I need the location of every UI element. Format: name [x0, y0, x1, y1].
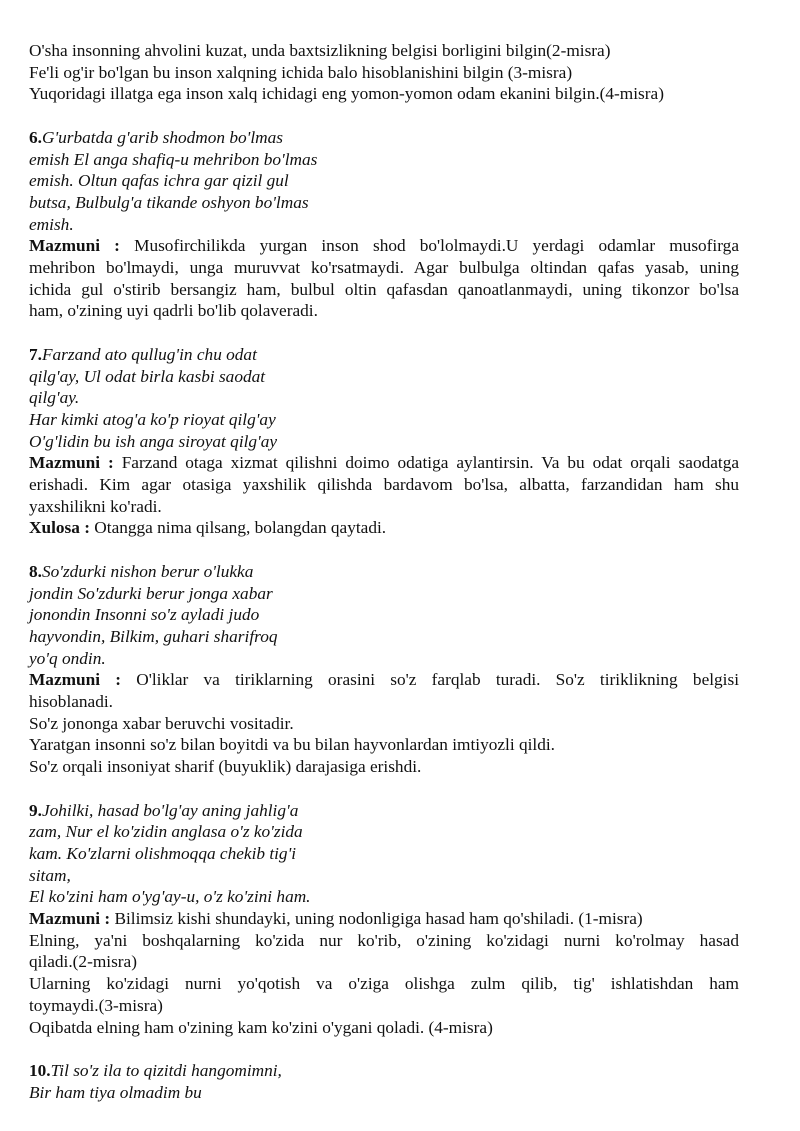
meaning-line [29, 669, 739, 691]
verse-line: jonondin Insonni so'z ayladi judo [29, 605, 260, 625]
meaning-line: qiladi.(2-misra) [29, 952, 137, 972]
conclusion-text: Otangga nima qilsang, bolangdan qaytadi. [89, 518, 387, 538]
verse-line [29, 127, 739, 149]
meaning-line: Ularning ko'zidagi nurni yo'qotish va o'ziga olishga zulm qilib, tig' ishlatishdan ham [29, 974, 739, 994]
section-number: 6. [29, 127, 42, 147]
meaning-line [29, 235, 739, 257]
verse-text: G'urbatda g'arib shodmon bo'lmas [41, 127, 284, 147]
verse-line: kam. Ko'zlarni olishmoqqa chekib tig'i [29, 843, 297, 863]
verse-line [29, 1060, 739, 1082]
verse-line: butsa, Bulbulg'a tikande oshyon bo'lmas [29, 192, 309, 212]
verse-line: emish. Oltun qafas ichra gar qizil gul [29, 171, 289, 191]
meaning-line: Yaratgan insonni so'z bilan boyitdi va bu bilan hayvonlardan imtiyozli qildi. [29, 735, 555, 755]
verse-line: hayvondin, Bilkim, guhari sharifroq [29, 626, 278, 646]
meaning-text: Bilimsiz kishi shundayki, uning nodonligiga hasad ham qo'shiladi. (1-misra) [110, 909, 643, 929]
meaning-line: erishadi. Kim agar otasiga yaxshilik qilishda bardavom bo'lsa, albatta, farzandidan ham shu [29, 475, 739, 495]
intro-line: Fe'li og'ir bo'lgan bu inson xalqning ichida balo hisoblanishini bilgin (3-misra) [29, 62, 573, 82]
intro-line: Yuqoridagi illatga ega inson xalq ichidagi eng yomon-yomon odam ekanini bilgin.(4-misra) [29, 84, 664, 104]
verse-line: Har kimki atog'a ko'p rioyat qilg'ay [29, 409, 276, 429]
verse-line: El ko'zini ham o'yg'ay-u, o'z ko'zini ham. [29, 887, 311, 907]
meaning-label: Mazmuni : [29, 909, 111, 929]
meaning-text: Musofirchilikda yurgan inson shod bo'lolmaydi.U yerdagi odamlar musofirga [119, 236, 739, 256]
section-number: 7. [29, 344, 42, 364]
meaning-line [29, 908, 739, 930]
meaning-label: Mazmuni : [29, 453, 114, 473]
meaning-line: ichida gul o'stirib bersangiz ham, bulbul oltin qafasdan qanoatlanmaydi, uning tikonzor bo'lsa [29, 279, 739, 299]
verse-line: zam, Nur el ko'zidin anglasa o'z ko'zida [29, 822, 303, 842]
meaning-line: ham, o'zining uyi qadrli bo'lib qolaveradi. [29, 301, 318, 321]
section-number: 9. [29, 800, 42, 820]
meaning-line: So'z orqali insoniyat sharif (buyuklik) darajasiga erishdi. [29, 757, 422, 777]
meaning-label: Mazmuni : [29, 670, 122, 690]
verse-line [29, 800, 739, 822]
meaning-line: hisoblanadi. [29, 692, 113, 712]
verse-line: sitam, [29, 865, 71, 885]
intro-line: O'sha insonning ahvolini kuzat, unda baxtsizlikning belgisi borligini bilgin(2-misra) [29, 41, 611, 60]
verse-line [29, 344, 739, 366]
meaning-label: Mazmuni : [29, 236, 120, 256]
section-number: 10. [29, 1060, 51, 1080]
meaning-line: Elning, ya'ni boshqalarning ko'zida nur ko'rib, o'zining ko'zidagi nurni ko'rolmay hasad [29, 930, 739, 950]
verse-line: emish El anga shafiq-u mehribon bo'lmas [29, 149, 318, 169]
meaning-text: O'liklar va tiriklarning orasini so'z farqlab turadi. So'z tiriklikning belgisi [121, 670, 740, 690]
verse-line: yo'q ondin. [29, 648, 106, 668]
verse-line: O'g'lidin bu ish anga siroyat qilg'ay [29, 431, 278, 451]
meaning-text: Farzand otaga xizmat qilishni doimo odatiga aylantirsin. Va bu odat orqali saodatga [113, 453, 740, 473]
section-gap [29, 539, 739, 561]
verse-text: Johilki, hasad bo'lg'ay aning jahlig'a [41, 800, 299, 820]
meaning-line: mehribon bo'lmaydi, unga muruvvat ko'rsatmaydi. Agar bulbulga oltindan qafas yasab, uning [29, 258, 739, 278]
verse-line: qilg'ay, Ul odat birla kasbi saodat [29, 366, 266, 386]
section-gap [29, 322, 739, 344]
verse-text: So'zdurki nishon berur o'lukka [41, 561, 254, 581]
conclusion-line [29, 517, 739, 539]
section-gap [29, 778, 739, 800]
section-gap [29, 1038, 739, 1060]
meaning-line: So'z jononga xabar beruvchi vositadir. [29, 713, 294, 733]
verse-line: emish. [29, 214, 74, 234]
meaning-line: yaxshilikni ko'radi. [29, 496, 162, 516]
meaning-line [29, 452, 739, 474]
verse-text: Farzand ato qullug'in chu odat [41, 344, 257, 364]
section-gap [29, 105, 739, 127]
section-number: 8. [29, 561, 42, 581]
meaning-line: toymaydi.(3-misra) [29, 995, 163, 1015]
verse-line: jondin So'zdurki berur jonga xabar [29, 583, 273, 603]
meaning-line: Oqibatda elning ham o'zining kam ko'zini o'ygani qoladi. (4-misra) [29, 1017, 493, 1037]
conclusion-label: Xulosa : [29, 518, 90, 538]
verse-text: Til so'z ila to qizitdi hangomimni, [50, 1060, 282, 1080]
verse-line: qilg'ay. [29, 388, 80, 408]
verse-line [29, 561, 739, 583]
document-page [29, 40, 739, 1103]
verse-line: Bir ham tiya olmadim bu [29, 1082, 202, 1102]
